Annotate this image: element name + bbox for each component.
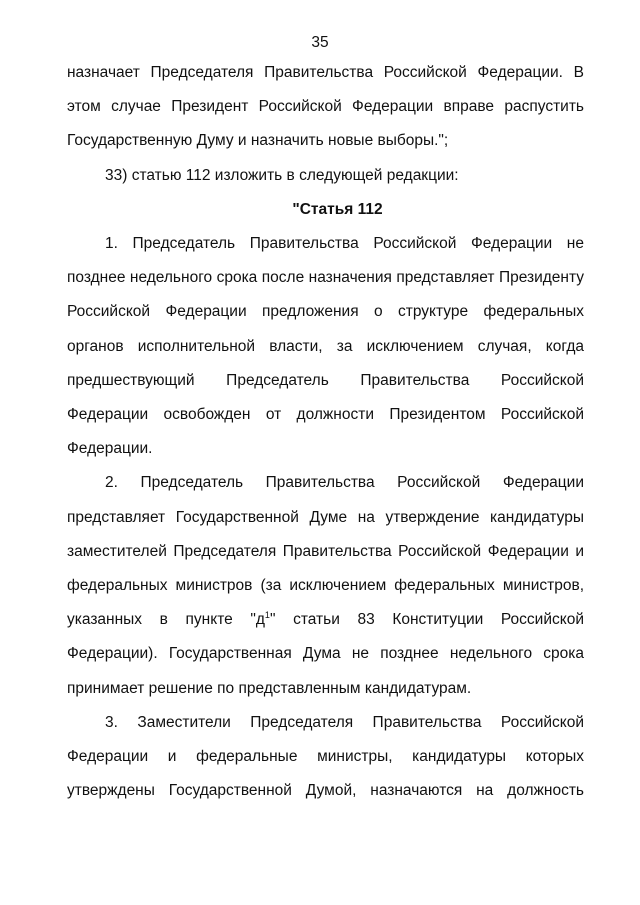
intro-paragraph: назначает Председателя Правительства Российской Федерации. В этом случае Президент Российской Федерации вправе распустить Государственную Думу и назначить новые выборы."; [67, 64, 584, 150]
clause-2-reference-superscript: 1 [264, 610, 270, 621]
clause-1: 1. Председатель Правительства Российской Федерации не позднее недельного срока после назначения представляет Президенту Российской Федерации предложения о структуре федеральных органов исполнительной власти, за исключением случая, когда предшествующий Председатель Правительства Российской Федерации освобожден от должности Президентом Российской Федерации. [67, 235, 584, 458]
clause-2 [67, 466, 584, 705]
clause-3: 3. Заместители Председателя Правительства Российской Федерации и федеральные министры, кандидатуры которых утверждены Государственной Думой, назначаются на должность [67, 713, 584, 800]
amendment-item-33: 33) статью 112 изложить в следующей редакции: [105, 166, 459, 184]
article-heading: "Статья 112 [292, 200, 383, 218]
clause-2-text-before-reference: 2. Председатель Правительства Российской Федерации представляет Государственной Думе на утверждение кандидатуры заместителей Председателя Правительства Российской Федерации и федеральных министров (за исключением федеральных министров, указанных в пункте "д [67, 474, 584, 629]
page-number: 35 [311, 34, 329, 51]
document-body [67, 56, 584, 808]
clause-2-text-after-reference: " статьи 83 Конституции Российской Федерации). Государственная Дума не позднее недельного срока принимает решение по представленным кандидатурам. [67, 611, 584, 697]
